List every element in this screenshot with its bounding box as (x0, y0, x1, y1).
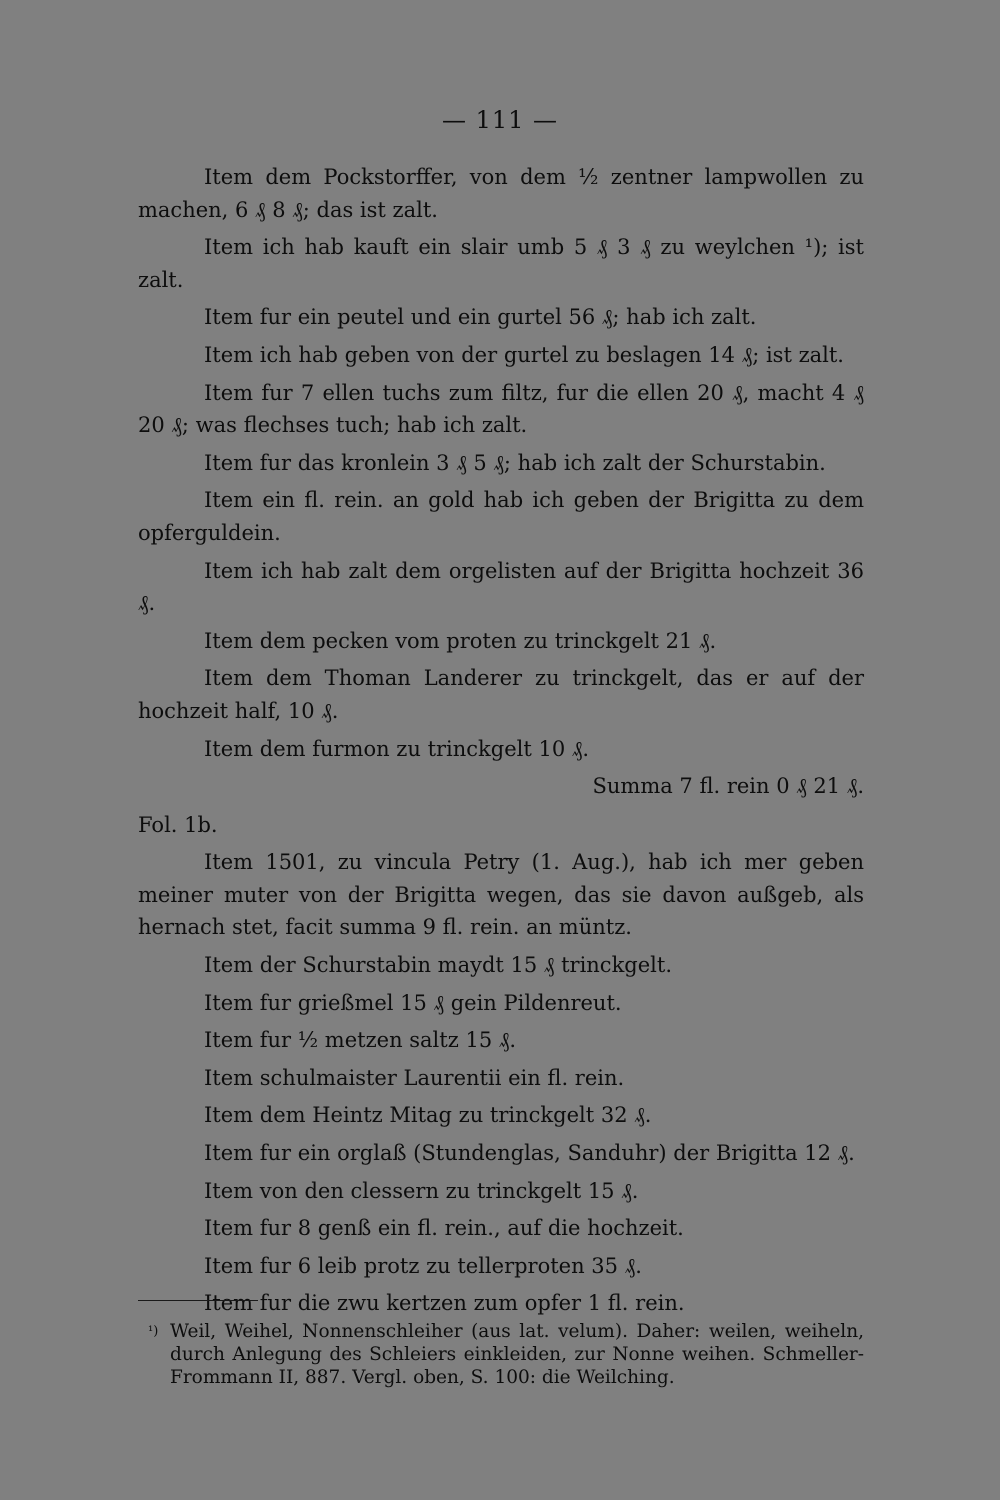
entry: Item ich hab geben von der gurtel zu beslagen 14 ₰; ist zalt. (204, 342, 844, 367)
entry: Item fur 8 genß ein fl. rein., auf die hochzeit. (204, 1216, 684, 1241)
entry: Item 1501, zu vincula Petry (1. Aug.), hab ich mer geben meiner muter von der Brigitta wegen, das sie davon außgeb, als hernach stet, facit summa 9 fl. rein. an müntz. (138, 850, 864, 940)
folio-marker: Fol. 1b. (138, 812, 218, 837)
footnote-marker: ¹) (148, 1324, 159, 1339)
entry: Item dem pecken vom proten zu trinckgelt 21 ₰. (204, 628, 717, 653)
entry: Item fur 7 ellen tuchs zum filtz, fur die ellen 20 ₰, macht 4 ₰ 20 ₰; was flechses tuch; hab ich zalt. (138, 380, 864, 438)
entry: Item der Schurstabin maydt 15 ₰ trinckgelt. (204, 953, 672, 978)
account-entries (138, 161, 864, 1325)
page-number: — 111 — (441, 106, 559, 134)
entry: Item schulmaister Laurentii ein fl. rein. (204, 1065, 625, 1090)
summa-line: Summa 7 fl. rein 0 ₰ 21 ₰. (592, 774, 864, 799)
footnote (148, 1320, 864, 1389)
entry: Item fur ein orglaß (Stundenglas, Sanduhr) der Brigitta 12 ₰. (204, 1141, 855, 1166)
entry: Item fur ½ metzen saltz 15 ₰. (204, 1028, 517, 1053)
entry: Item fur grießmel 15 ₰ gein Pildenreut. (204, 990, 622, 1015)
entry: Item ein fl. rein. an gold hab ich geben der Brigitta zu dem opferguldein. (138, 488, 864, 545)
entry: Item dem Pockstorffer, von dem ½ zentner lampwollen zu machen, 6 ₰ 8 ₰; das ist zalt. (138, 165, 864, 222)
entry: Item dem Thoman Landerer zu trinckgelt, das er auf der hochzeit half, 10 ₰. (138, 666, 864, 723)
entry: Item dem furmon zu trinckgelt 10 ₰. (204, 736, 590, 761)
entry: Item ich hab kauft ein slair umb 5 ₰ 3 ₰ zu weylchen ¹); ist zalt. (138, 235, 864, 292)
entry: Item ich hab zalt dem orgelisten auf der Brigitta hochzeit 36 ₰. (138, 558, 864, 616)
entry: Item dem Heintz Mitag zu trinckgelt 32 ₰. (204, 1103, 652, 1128)
entry: Item fur 6 leib protz zu tellerproten 35 ₰. (204, 1253, 642, 1278)
entry: Item fur das kronlein 3 ₰ 5 ₰; hab ich zalt der Schurstabin. (204, 450, 826, 475)
entry: Item fur ein peutel und ein gurtel 56 ₰; hab ich zalt. (204, 305, 757, 330)
entry: Item fur die zwu kertzen zum opfer 1 fl. rein. (204, 1291, 685, 1316)
footnote-text: Weil, Weihel, Nonnenschleiher (aus lat. velum). Daher: weilen, weiheln, durch Anlegung des Schleiers einkleiden, zur Nonne weihen. Schmeller-Frommann II, 887. Vergl. oben, S. 100: die Weilching. (170, 1321, 864, 1388)
footnote-divider (138, 1300, 258, 1301)
entry: Item von den clessern zu trinckgelt 15 ₰. (204, 1178, 639, 1203)
